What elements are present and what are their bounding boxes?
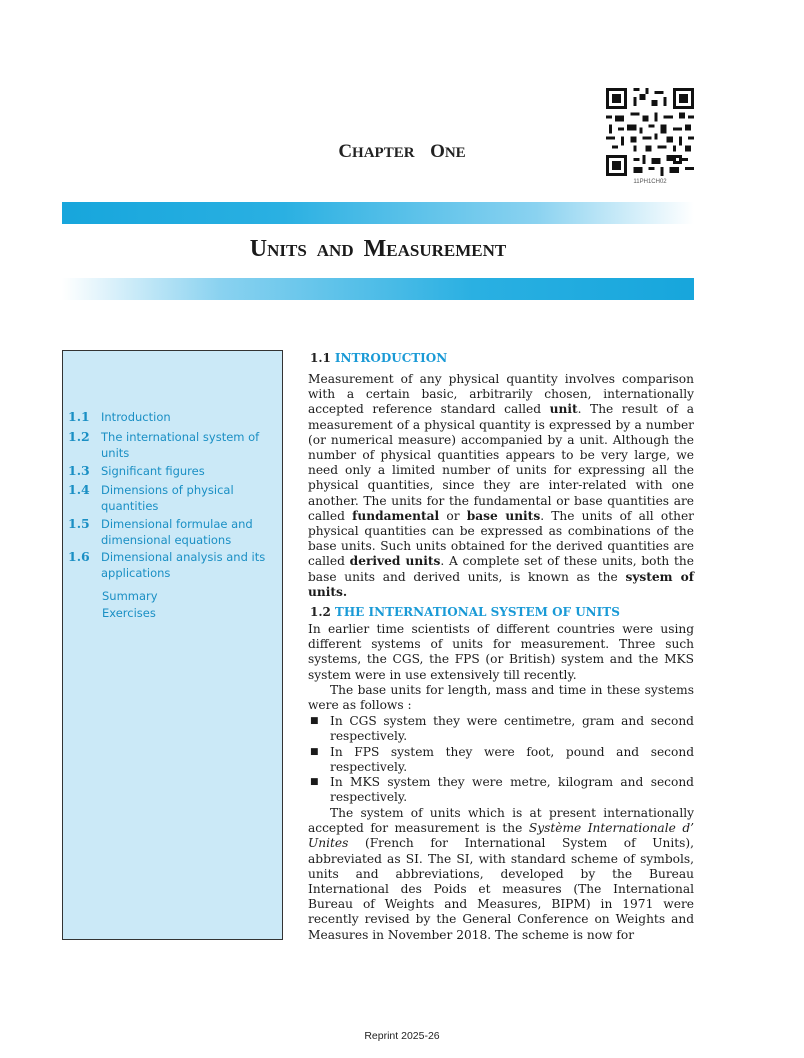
bullet-icon: ■ [310,747,319,757]
introduction-paragraph: Measurement of any physical quantity involves comparison with a certain basic, arbitrarily chosen, internationally accepted reference standard called unit. The result of a measurement of a physical quantity is expressed by a number (or numerical measure) accompanied by a unit. Although the number of physical quantities appears to be very large, we need only a limited number of units for expressing all the physical quantities, since they are inter-related with one another. The units for the fundamental or base quantities are called fundamental or base units. The units of all other physical quantities can be expressed as combinations of the base units. Such units obtained for the derived quantities are called derived units. A complete set of these units, both the base units and derived units, is known as the system of units. [308,372,695,599]
bullet-icon: ■ [310,777,319,787]
toc-exercises[interactable]: Exercises [102,606,156,620]
toc-item[interactable]: 1.3 Significant figures [68,463,205,478]
list-item: ■ In FPS system they were foot, pound and second respectively. [310,745,694,775]
toc-item[interactable]: 1.1 Introduction [68,409,171,424]
title-band-top [62,202,694,224]
si-paragraph-2: The base units for length, mass and time in these systems were as follows : [308,683,694,713]
toc-item[interactable]: 1.2 The international system of units [68,429,260,460]
title-band-bottom [62,278,694,300]
si-paragraph-1: In earlier time scientists of different countries were using different systems of units for measurement. Three such systems, the CGS, the FPS (or British) system and the MKS system were in use extensively till recently. [308,622,694,682]
toc-item[interactable]: 1.5 Dimensional formulae and dimensional equations [68,516,253,547]
section-heading-si-units: 1.2 THE INTERNATIONAL SYSTEM OF UNITS [310,605,620,619]
chapter-title: UNITS AND MEASUREMENT [249,236,507,262]
chapter-heading: CHAPTER ONE [338,141,466,162]
section-heading-introduction: 1.1 INTRODUCTION [310,351,448,365]
reprint-footer: Reprint 2025-26 [364,1030,440,1042]
toc-summary[interactable]: Summary [102,589,158,603]
list-item: ■ In MKS system they were metre, kilogram and second respectively. [310,775,694,805]
toc-item[interactable]: 1.4 Dimensions of physical quantities [68,482,234,513]
qr-code-label: 11PH1CH02 [633,179,667,185]
bullet-icon: ■ [310,716,319,726]
si-paragraph-3: The system of units which is at present internationally accepted for measurement is the Système Internationale d’ Unites (French for International System of Units), abbreviated as SI. The SI, with standard scheme of symbols, units and abbreviations, developed by the Bureau International des Poids et measures (The International Bureau of Weights and Measures, BIPM) in 1971 were recently revised by the General Conference on Weights and Measures in November 2018. The scheme is now for [308,806,694,942]
toc-item[interactable]: 1.6 Dimensional analysis and its applications [68,549,266,580]
list-item: ■ In CGS system they were centimetre, gram and second respectively. [310,714,694,744]
qr-code-icon [606,88,694,176]
